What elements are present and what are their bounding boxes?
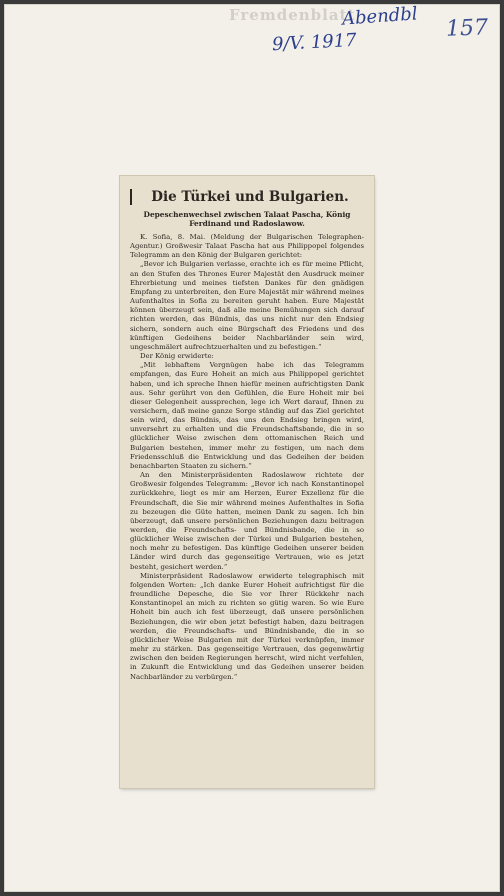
clipping-content [120,176,374,682]
handwritten-date: 9/V. 1917 [271,29,358,56]
article-title: Die Türkei und Bulgarien. [130,189,364,205]
article-paragraph-talaat-to-radoslawow: An den Ministerpräsidenten Radoslawow richtete der Großwesir folgendes Telegramm: „Bevor ich nach Konstantinopel zurückkehre, liegt es mir am Herzen, Eurer Exzellenz für die Freundschaft, die Sie mir während meines Aufenthaltes in Sofia zu bezeugen die Güte hatten, meinen Dank zu sagen. Ich bin überzeugt, daß unsere persönlichen Beziehungen dazu beitragen werden, die Freundschafts- und Bündnisbande, die in so glücklicher Weise zwischen der Türkei und Bulgarien bestehen, noch mehr zu befestigen. Das künftige Gedeihen unserer beiden Länder wird durch das gegenseitige Vertrauen, wie es jetzt besteht, gesichert werden.“ [130,471,364,571]
handwritten-source-note: Abendbl [341,3,419,30]
article-paragraph-king-reply: „Mit lebhaftem Vergnügen habe ich das Telegramm empfangen, das Eure Hoheit an mich aus Philippopel gerichtet haben, und ich spreche Ihnen hiefür meinen aufrichtigsten Dank aus. Sehr gerührt von den Gefühlen, die Eure Hoheit mir bei dieser Gelegenheit aussprechen, lege ich Wert darauf, Ihnen zu versichern, daß meine ganze Sorge ständig auf das Ziel gerichtet sein wird, das Bündnis, das uns den Endsieg bringen wird, unversehrt zu erhalten und die Freundschaftsbande, die in so glücklicher Weise zwischen dem ottomanischen Reich und Bulgarien bestehen, immer mehr zu festigen, um nach dem Friedensschluß die Entwicklung und das Gedeihen der beiden benachbarten Staaten zu sichern.“ [130,361,364,470]
article-paragraph-talaat-to-king: „Bevor ich Bulgarien verlasse, erachte ich es für meine Pflicht, an den Stufen des Thrones Eurer Majestät den Ausdruck meiner Ehrerbietung und meines tiefsten Dankes für den gnädigen Empfang zu unterbreiten, den Eure Majestät mir während meines Aufenthaltes in Sofia zu bereiten geruht haben. Eure Majestät können überzeugt sein, daß alle meine Bemühungen sich darauf richten werden, das Bündnis, das uns nicht nur den Endsieg sichern, sondern auch eine Bürgschaft des Friedens und des künftigen Gedeihens beider Nachbarländer sein wird, ungeschmälert aufrechtzuerhalten und zu befestigen.“ [130,260,364,351]
article-subtitle: Depeschenwechsel zwischen Talaat Pascha, König Ferdinand und Radoslawow. [143,210,351,228]
archive-sheet [4,4,500,892]
article-paragraph-radoslawow-reply: Ministerpräsident Radoslawow erwiderte telegraphisch mit folgenden Worten: „Ich danke Eurer Hoheit aufrichtigst für die freundliche Depesche, die Sie vor Ihrer Rückkehr nach Konstantinopel an mich zu richten so gütig waren. So wie Eure Hoheit bin auch ich fest überzeugt, daß unsere persönlichen Beziehungen, die wir eben jetzt befestigt haben, dazu beitragen werden, die Freundschafts- und Bündnisbande, die in so glücklicher Weise Bulgarien mit der Türkei verknüpfen, immer mehr zu stärken. Das gegenseitige Vertrauen, das gegenwärtig zwischen den beiden Regierungen herrscht, wird nicht verfehlen, in Zukunft die Entwicklung und das Gedeihen unserer beiden Nachbarländer zu verbürgen.“ [130,571,364,681]
newspaper-stamp: Fremdenblatt [229,6,356,24]
newspaper-clipping [120,176,374,788]
article-paragraph-king-reply-intro: Der König erwiderte: [140,352,214,361]
article-paragraph-dateline: K. Sofia, 8. Mai. (Meldung der Bulgarischen Telegraphen-Agentur.) Großwesir Talaat Pascha hat aus Philippopel folgendes Telegramm an den König der Bulgaren gerichtet: [130,233,364,260]
handwritten-page-number: 157 [445,15,489,42]
